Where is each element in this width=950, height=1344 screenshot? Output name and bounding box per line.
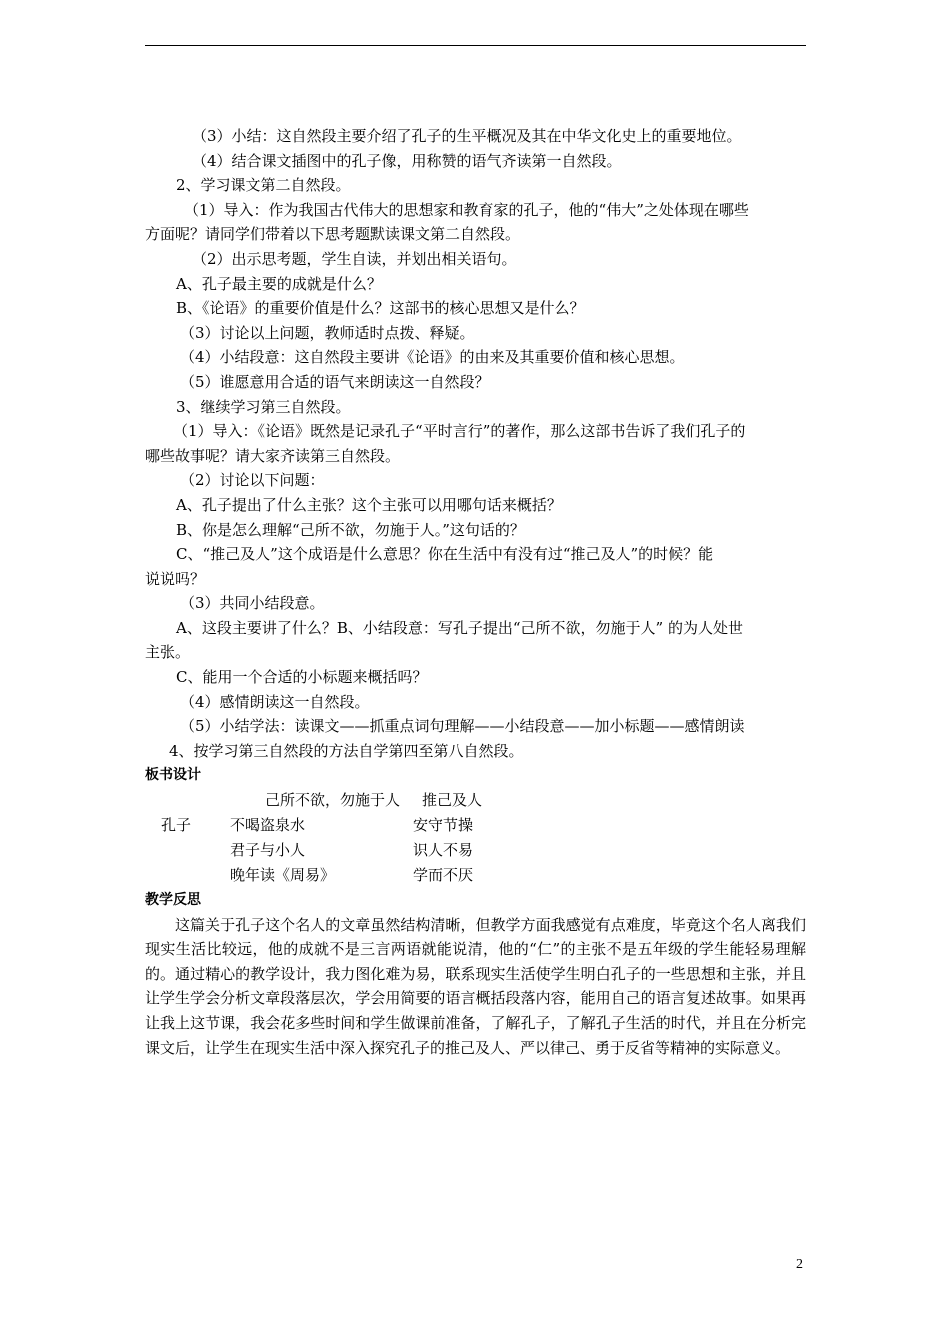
question-item: B、你是怎么理解“己所不欲，勿施于人。”这句话的？ — [176, 520, 525, 539]
question-item: C、能用一个合适的小标题来概括吗？ — [176, 668, 428, 687]
text-line: （3）小结：这自然段主要介绍了孔子的生平概况及其在中华文化史上的重要地位。 — [192, 127, 742, 145]
text-line: （3）共同小结段意。 — [180, 594, 325, 613]
text-line: 说说吗？ — [145, 569, 206, 588]
text-line: （4）结合课文插图中的孔子像，用称赞的语气齐读第一自然段。 — [192, 151, 622, 170]
text-line: （2）讨论以下问题： — [180, 471, 325, 490]
board-virtue: 识人不易 — [413, 841, 474, 860]
board-main-phrase: 己所不欲，勿施于人 — [265, 791, 401, 810]
text-line: （4）小结段意：这自然段主要讲《论语》的由来及其重要价值和核心思想。 — [180, 348, 685, 367]
text-line: （4）感情朗读这一自然段。 — [180, 692, 370, 711]
section-heading: 3、继续学习第三自然段。 — [176, 397, 351, 416]
section-heading: 2、学习课文第二自然段。 — [176, 176, 351, 195]
reflection-paragraph: 这篇关于孔子这个名人的文章虽然结构清晰，但教学方面我感觉有点难度，毕竟这个名人离我们现实生活比较远，他的成就不是三言两语就能说清，他的“仁”的主张不是五年级的学生能轻易理解的。通过精心的教学设计，我力图化难为易，联系现实生活使学生明白孔子的一些思想和主张，并且让学生学会分析文章段落层次，学会用简要的语言概括段落内容，能用自己的语言复述故事。如果再让我上这节课，我会花多些时间和学生做课前准备，了解孔子，了解孔子生活的时代，并且在分析完课文后，让学生在现实生活中深入探究孔子的推己及人、严以律己、勇于反省等精神的实际意义。 — [145, 915, 806, 1057]
board-story: 晚年读《周易》 — [230, 866, 336, 885]
board-design-heading: 板书设计 — [145, 767, 201, 784]
document-body — [145, 124, 806, 1060]
section-heading: 4、按学习第三自然段的方法自学第四至第八自然段。 — [169, 741, 524, 760]
question-item: A、孔子最主要的成就是什么？ — [176, 274, 382, 293]
question-item: A、孔子提出了什么主张？这个主张可以用哪句话来概括？ — [176, 495, 562, 514]
board-virtue: 学而不厌 — [413, 866, 474, 885]
text-line: （2）出示思考题，学生自读，并划出相关语句。 — [192, 249, 517, 268]
board-virtue: 安守节操 — [413, 816, 474, 835]
board-main-idiom: 推己及人 — [422, 791, 483, 810]
text-line: 主张。 — [145, 643, 191, 662]
text-line: （1）导入：《论语》既然是记录孔子“平时言行”的著作，那么这部书告诉了我们孔子的 — [173, 422, 746, 441]
board-story: 不喝盗泉水 — [230, 816, 306, 835]
text-line: 方面呢？请同学们带着以下思考题默读课文第二自然段。 — [145, 225, 521, 244]
reflection-heading: 教学反思 — [145, 892, 201, 909]
text-line: （5）谁愿意用合适的语气来朗读这一自然段？ — [180, 372, 490, 391]
board-design — [145, 788, 806, 888]
text-line: （1）导入：作为我国古代伟大的思想家和教育家的孔子，他的“伟大”之处体现在哪些 — [184, 200, 749, 219]
board-subject: 孔子 — [161, 816, 192, 835]
header-rule — [145, 45, 806, 46]
question-item: C、“推己及人”这个成语是什么意思？你在生活中有没有过“推己及人”的时候？能 — [176, 545, 714, 564]
board-story: 君子与小人 — [230, 841, 306, 860]
page-number: 2 — [796, 1257, 803, 1272]
text-line: （5）小结学法：读课文——抓重点词句理解——小结段意——加小标题——感情朗读 — [180, 717, 745, 736]
text-line: A、这段主要讲了什么？B、小结段意：写孔子提出“己所不欲，勿施于人” 的为人处世 — [176, 618, 743, 637]
text-line: （3）讨论以上问题，教师适时点拨、释疑。 — [180, 323, 475, 342]
question-item: B、《论语》的重要价值是什么？这部书的核心思想又是什么？ — [176, 299, 585, 318]
text-line: 哪些故事呢？请大家齐读第三自然段。 — [145, 446, 401, 465]
